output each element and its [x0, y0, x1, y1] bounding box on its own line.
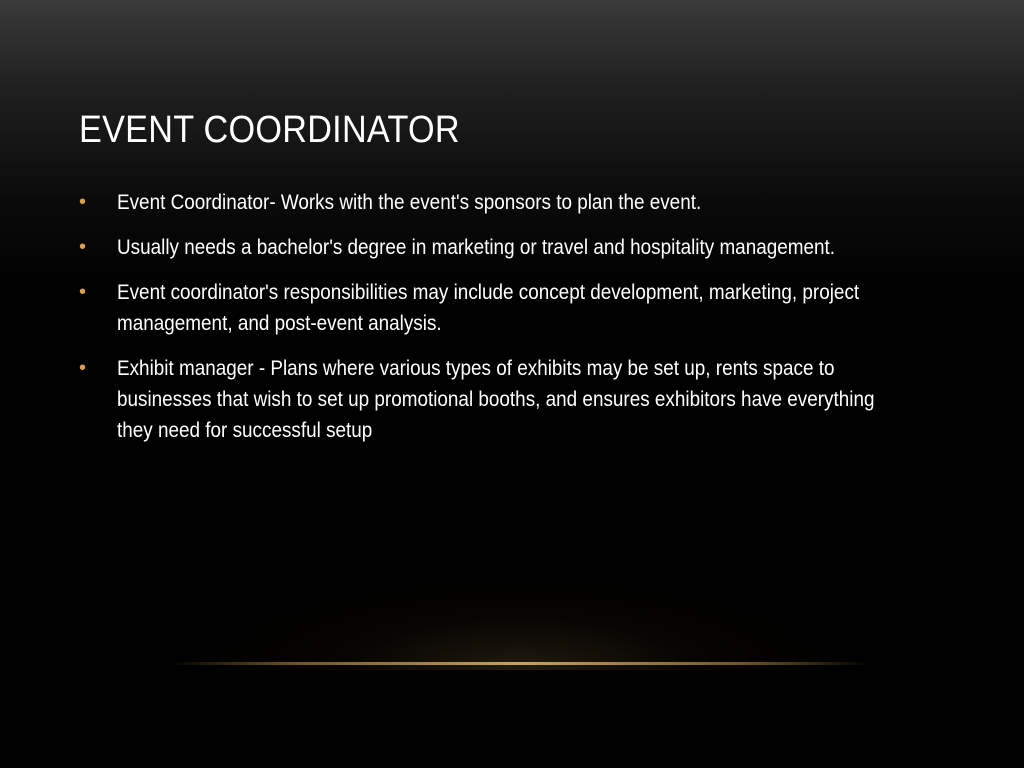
- decorative-glow: [220, 580, 820, 670]
- decorative-accent-line: [170, 662, 870, 665]
- bullet-icon: •: [79, 281, 87, 303]
- bullet-icon: •: [79, 357, 87, 379]
- bullet-icon: •: [79, 191, 87, 213]
- bullet-text: Event Coordinator- Works with the event's sponsors to plan the event.: [117, 191, 702, 214]
- bullet-item: [79, 232, 959, 263]
- bullet-item: [79, 353, 959, 446]
- bullet-item: [79, 277, 959, 339]
- bullet-text: Exhibit manager - Plans where various types of exhibits may be set up, rents space to businesses that wish to set up promotional booths, and ensures exhibitors have everything they need for successful setup: [117, 357, 875, 442]
- bullet-list: [79, 187, 959, 460]
- bullet-text: Usually needs a bachelor's degree in marketing or travel and hospitality management.: [117, 236, 836, 259]
- bullet-item: [79, 187, 959, 218]
- bullet-icon: •: [79, 236, 87, 258]
- slide-title: EVENT COORDINATOR: [79, 109, 460, 151]
- bullet-text: Event coordinator's responsibilities may include concept development, marketing, project management, and post-event analysis.: [117, 281, 860, 335]
